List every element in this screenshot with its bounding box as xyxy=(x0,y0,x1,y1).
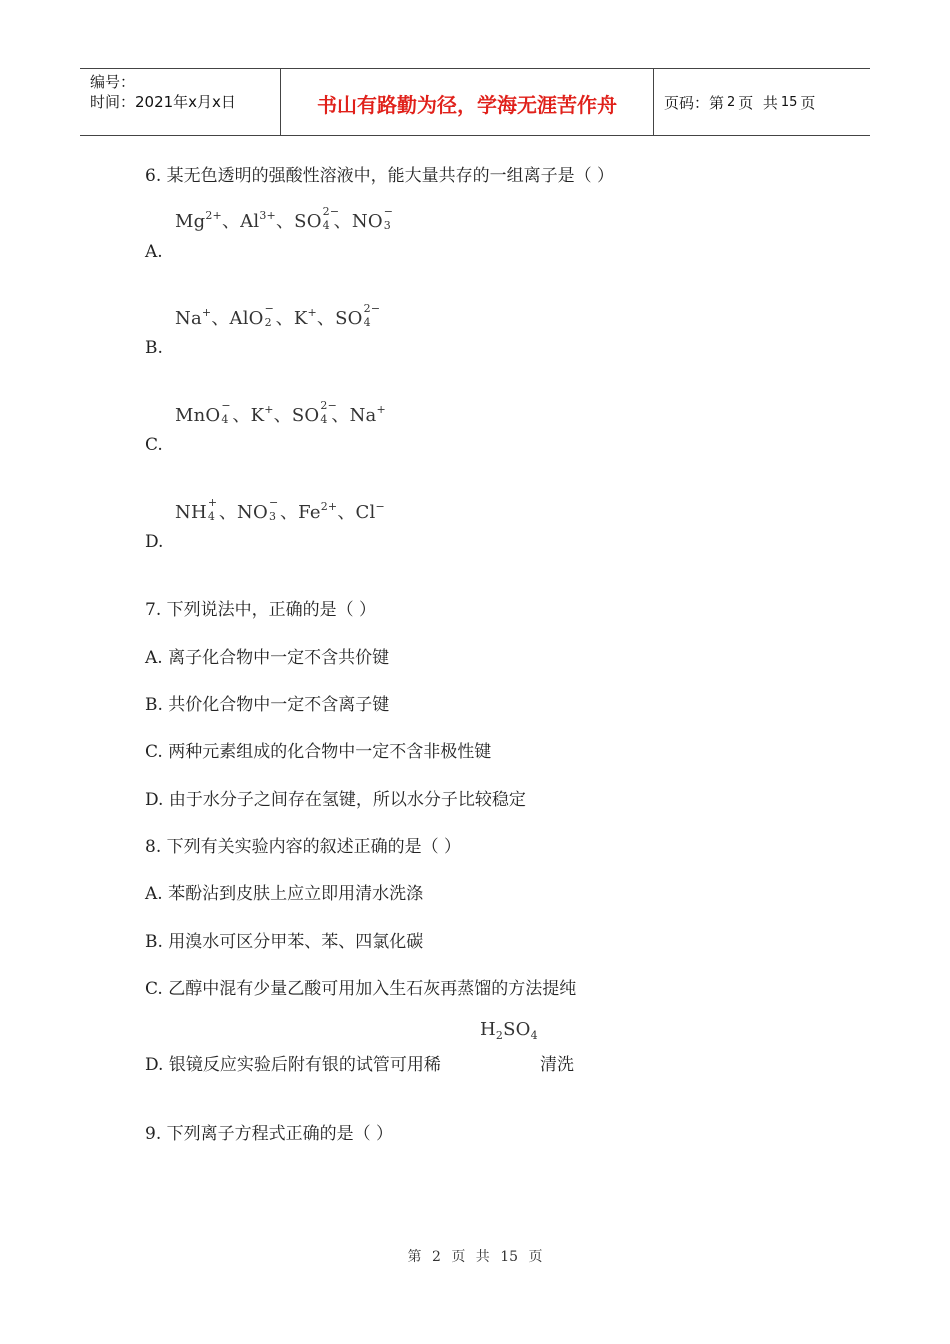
q7-option-c: C. 两种元素组成的化合物中一定不含非极性键 xyxy=(145,742,492,762)
question-9-stem: 9. 下列离子方程式正确的是（ ） xyxy=(145,1124,394,1144)
footer-mid2: 共 xyxy=(475,1249,490,1265)
page-mid: 页 共 xyxy=(738,93,778,112)
q6-option-c-formula: MnO − 4 、K+、SO 2− 4 、Na+ xyxy=(175,399,386,426)
question-8-stem: 8. 下列有关实验内容的叙述正确的是（ ） xyxy=(145,837,462,857)
header-info-cell xyxy=(80,69,281,135)
time-label: 时间：2021年x月x日 xyxy=(90,93,236,111)
q6-option-d-label: D. xyxy=(145,532,164,552)
footer-mid1: 页 xyxy=(451,1249,466,1265)
q8-option-b: B. 用溴水可区分甲苯、苯、四氯化碳 xyxy=(145,932,424,952)
header-motto: 书山有路勤为径，学海无涯苦作舟 xyxy=(281,69,654,135)
question-7-stem: 7. 下列说法中，正确的是（ ） xyxy=(145,600,377,620)
q7-option-d: D. 由于水分子之间存在氢键，所以水分子比较稳定 xyxy=(145,790,526,810)
footer-suffix: 页 xyxy=(528,1249,543,1265)
page-prefix: 页码：第 xyxy=(664,93,725,112)
q6-option-a-label: A. xyxy=(145,242,163,262)
q8-option-c: C. 乙醇中混有少量乙酸可用加入生石灰再蒸馏的方法提纯 xyxy=(145,979,577,999)
question-6-stem: 6. 某无色透明的强酸性溶液中，能大量共存的一组离子是（ ） xyxy=(145,166,615,186)
q6-option-b-formula: Na+、AlO − 2 、K+、SO 2− 4 xyxy=(175,302,381,329)
q7-option-a: A. 离子化合物中一定不含共价键 xyxy=(145,648,390,668)
footer-total: 15 xyxy=(500,1249,519,1265)
q7-option-b: B. 共价化合物中一定不含离子键 xyxy=(145,695,390,715)
page-suffix: 页 xyxy=(800,93,816,112)
q8-option-d-formula: $H_2SO_4$ xyxy=(480,1019,538,1042)
code-label: 编号： xyxy=(90,73,136,91)
page-footer xyxy=(0,1246,950,1266)
header-page-info xyxy=(654,69,870,135)
q6-option-a-formula: $Mg^{2+}$、$Al^{3+}$、SO 2− 4 、NO − 3 xyxy=(175,205,394,232)
page-total: 15 xyxy=(780,94,798,110)
q6-option-c-label: C. xyxy=(145,435,163,455)
q8-option-a: A. 苯酚沾到皮肤上应立即用清水洗涤 xyxy=(145,884,424,904)
page-current: 2 xyxy=(727,94,736,110)
q8-option-d-prefix: D. 银镜反应实验后附有银的试管可用稀 xyxy=(145,1055,441,1075)
footer-current: 2 xyxy=(431,1249,441,1265)
footer-prefix: 第 xyxy=(407,1249,422,1265)
page-header xyxy=(80,68,870,136)
q8-option-d-suffix: 清洗 xyxy=(540,1055,574,1075)
q6-option-d-formula: NH + 4 、NO − 3 、$Fe^{2+}$、Cl− xyxy=(175,496,385,523)
q6-option-b-label: B. xyxy=(145,338,163,358)
